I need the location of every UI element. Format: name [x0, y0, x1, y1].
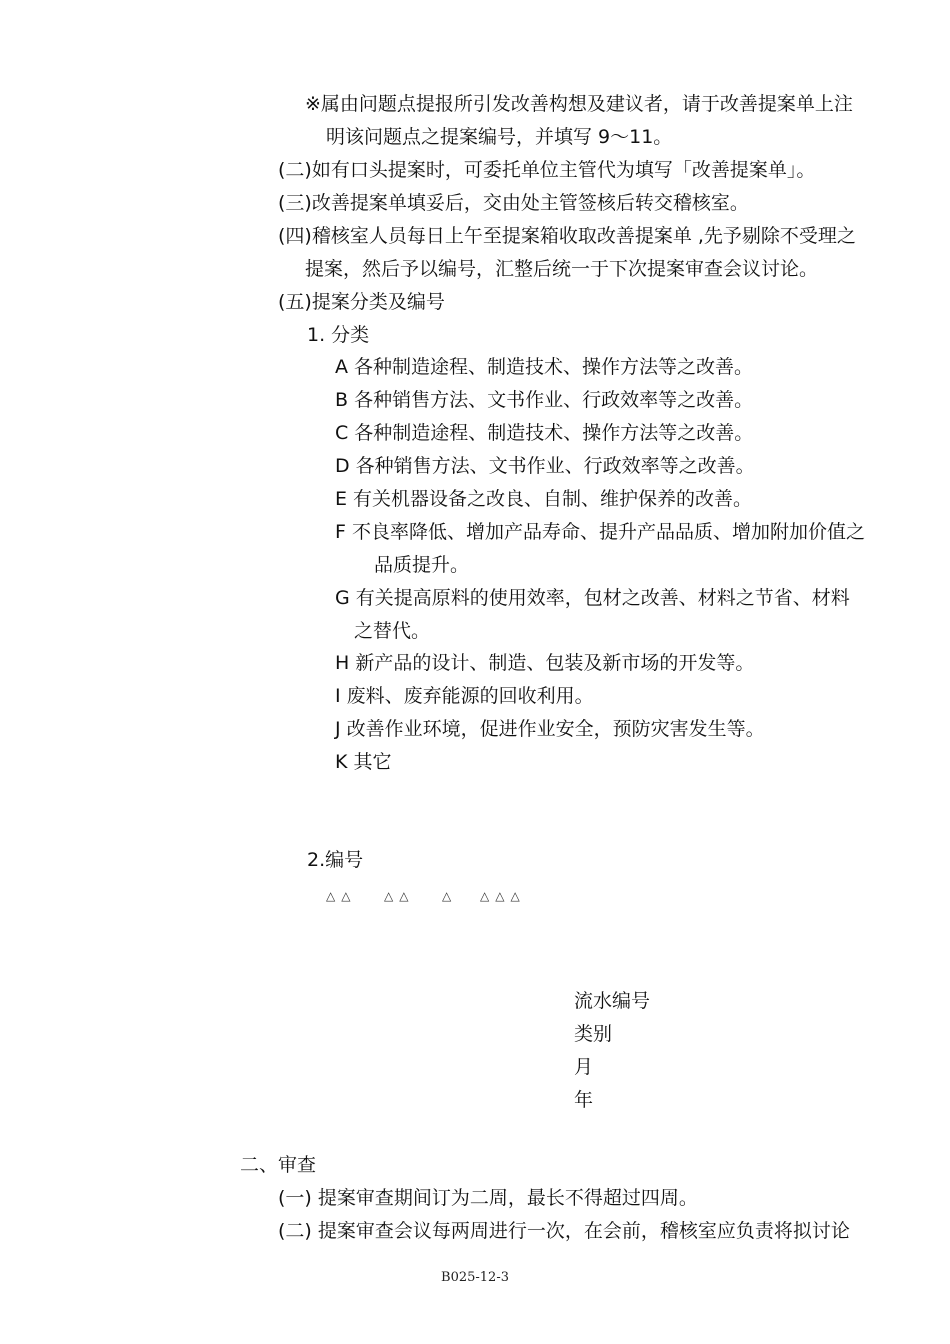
subheading-numbering: 2.编号 [307, 849, 364, 871]
label-year: 年 [574, 1089, 594, 1111]
subheading-classification: 1. 分类 [307, 324, 370, 346]
number-mark-category: △ [442, 889, 458, 903]
number-mark-serial: △△△ [480, 889, 526, 903]
item-4-line-2: 提案，然后予以编号，汇整后统一于下次提案审查会议讨论。 [305, 258, 819, 280]
note-line-1: ※属由问题点提报所引发改善构想及建议者，请于改善提案单上注 [305, 93, 853, 115]
category-k: K 其它 [335, 751, 392, 773]
number-mark-year: △△ [326, 889, 357, 903]
label-month: 月 [574, 1056, 594, 1078]
category-d: D 各种销售方法、文书作业、行政效率等之改善。 [335, 455, 755, 477]
section-review-heading: 二、审查 [240, 1154, 317, 1176]
category-f-line-1: F 不良率降低、增加产品寿命、提升产品品质、增加附加价值之 [335, 521, 865, 543]
category-c: C 各种制造途程、制造技术、操作方法等之改善。 [335, 422, 754, 444]
category-h: H 新产品的设计、制造、包装及新市场的开发等。 [335, 652, 755, 674]
category-f-line-2: 品质提升。 [374, 554, 470, 576]
review-item-1: (一) 提案审查期间订为二周，最长不得超过四周。 [278, 1187, 698, 1209]
item-4-line-1: (四)稽核室人员每日上午至提案箱收取改善提案单 ,先予剔除不受理之 [278, 225, 856, 247]
category-b: B 各种销售方法、文书作业、行政效率等之改善。 [335, 389, 754, 411]
label-serial-number: 流水编号 [574, 990, 651, 1012]
review-item-2: (二) 提案审查会议每两周进行一次，在会前，稽核室应负责将拟讨论 [278, 1220, 850, 1242]
item-2: (二)如有口头提案时，可委托单位主管代为填写「改善提案单」。 [278, 159, 816, 181]
item-5-heading: (五)提案分类及编号 [278, 291, 445, 313]
label-category: 类别 [574, 1023, 613, 1045]
note-line-2: 明该问题点之提案编号，并填写 9～11。 [326, 126, 673, 148]
category-i: I 废料、废弃能源的回收利用。 [335, 685, 594, 707]
category-a: A 各种制造途程、制造技术、操作方法等之改善。 [335, 356, 754, 378]
page-footer: B025-12-3 [441, 1270, 509, 1285]
category-g-line-1: G 有关提高原料的使用效率，包材之改善、材料之节省、材料 [335, 587, 850, 609]
category-e: E 有关机器设备之改良、自制、维护保养的改善。 [335, 488, 753, 510]
category-g-line-2: 之替代。 [354, 620, 431, 642]
item-3: (三)改善提案单填妥后，交由处主管签核后转交稽核室。 [278, 192, 749, 214]
category-j: J 改善作业环境，促进作业安全，预防灾害发生等。 [335, 718, 765, 740]
number-mark-month: △△ [384, 889, 415, 903]
